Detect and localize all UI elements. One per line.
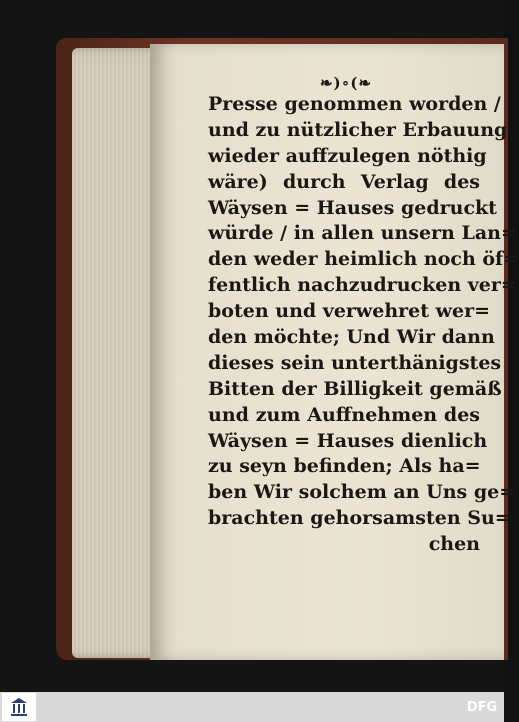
text-line: dieses sein unterthänigstes bbox=[208, 351, 502, 374]
text-line: wieder auffzulegen nöthig bbox=[208, 144, 487, 167]
page-text bbox=[208, 92, 519, 558]
text-line: zu seyn befinden; Als ha= bbox=[208, 455, 481, 478]
text-line: brachten gehorsamsten Su= bbox=[208, 507, 511, 530]
text-line: boten und verwehret wer= bbox=[208, 300, 491, 323]
text-line: den weder heimlich noch öf= bbox=[208, 248, 519, 271]
text-line: Wäysen = Hauses gedruckt bbox=[208, 196, 497, 219]
text-line: Presse genommen worden / bbox=[208, 93, 501, 115]
text-line: wäre) durch Verlag des bbox=[208, 170, 480, 193]
text-line: Wäysen = Hauses dienlich bbox=[208, 429, 488, 452]
text-line: ben Wir solchem an Uns ge= bbox=[208, 481, 516, 504]
dfg-logo[interactable]: DFG bbox=[466, 700, 498, 715]
text-line: den möchte; Und Wir dann bbox=[208, 326, 495, 349]
text-line: fentlich nachzudrucken ver= bbox=[208, 274, 517, 297]
text-line: Bitten der Billigkeit gemäß bbox=[208, 377, 502, 400]
text-line: und zum Auffnehmen des bbox=[208, 403, 480, 426]
text-line: würde / in allen unsern Lan= bbox=[208, 222, 517, 245]
text-line: und zu nützlicher Erbauung bbox=[208, 118, 508, 141]
catchword: chen bbox=[428, 533, 480, 556]
library-logo-icon[interactable] bbox=[2, 693, 36, 721]
page-header-ornament: ❧)∘(❧ bbox=[319, 74, 373, 92]
viewer-footer bbox=[0, 692, 504, 722]
